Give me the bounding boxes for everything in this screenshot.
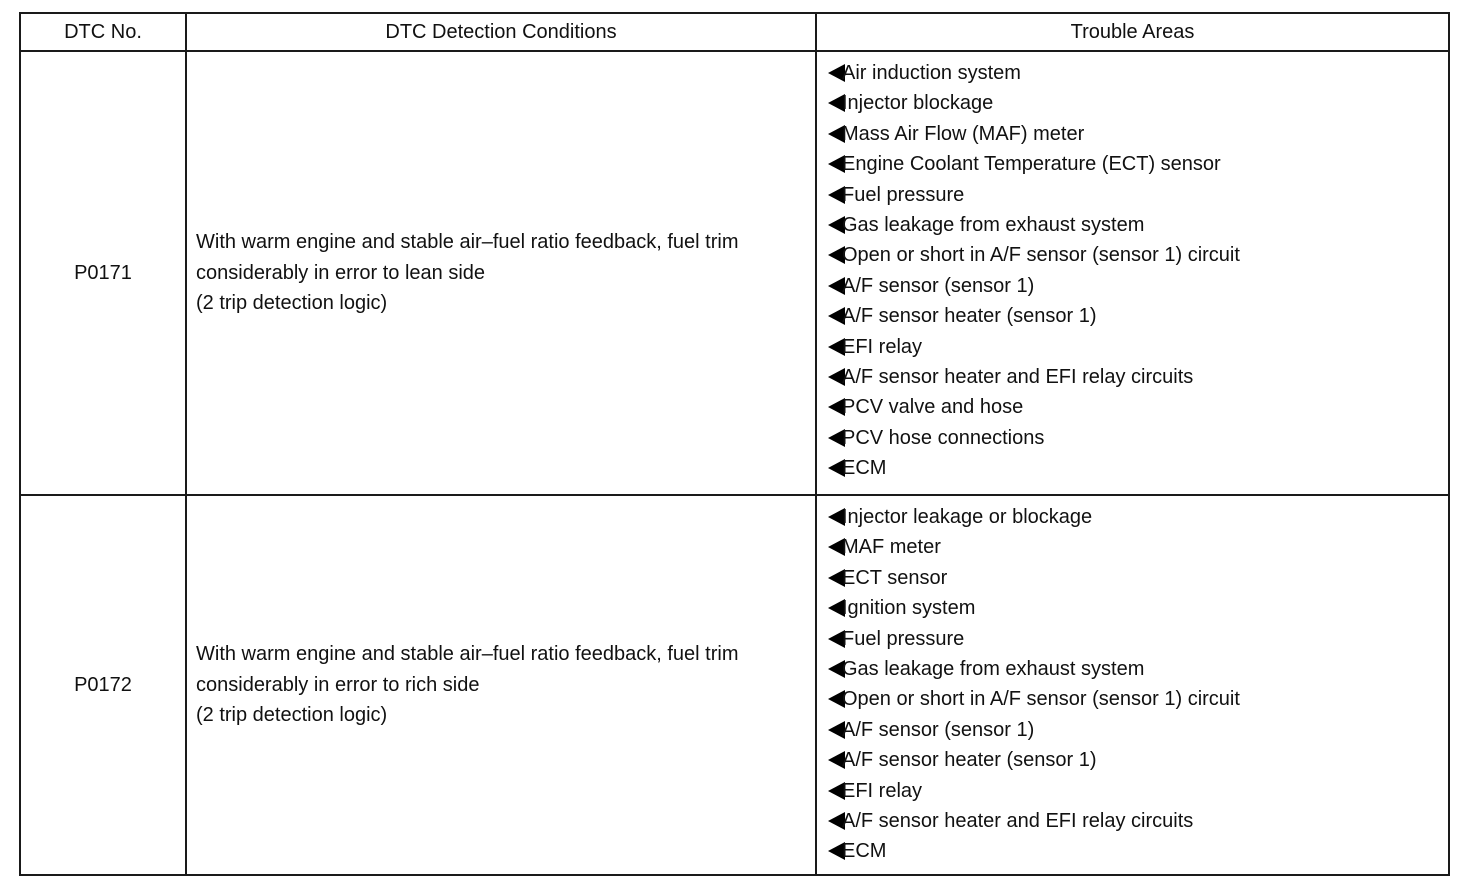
trouble-area-item (828, 240, 1448, 270)
table-header (20, 13, 1449, 51)
trouble-area-label: Fuel pressure (842, 183, 965, 206)
trouble-area-label: ECM (842, 840, 887, 863)
trouble-area-item (828, 119, 1448, 149)
trouble-area-item (828, 210, 1448, 240)
condition-line: considerably in error to lean side (196, 261, 486, 284)
condition-line: considerably in error to rich side (196, 673, 480, 696)
trouble-area-label: Fuel pressure (842, 627, 965, 650)
trouble-area-list (828, 58, 1448, 484)
trouble-area-label: Open or short in A/F sensor (sensor 1) circuit (842, 688, 1240, 711)
trouble-area-item (828, 301, 1448, 331)
dtc-code: P0171 (20, 51, 186, 495)
trouble-area-item (828, 180, 1448, 210)
detection-conditions (186, 51, 816, 495)
trouble-area-item (828, 593, 1448, 623)
trouble-area-item (828, 715, 1448, 745)
trouble-area-label: A/F sensor (sensor 1) (842, 274, 1035, 297)
trouble-area-item (828, 332, 1448, 362)
condition-line: With warm engine and stable air–fuel ratio feedback, fuel trim (196, 231, 739, 254)
trouble-area-item (828, 532, 1448, 562)
trouble-area-label: A/F sensor heater (sensor 1) (842, 749, 1097, 772)
trouble-area-item (828, 271, 1448, 301)
table-body (20, 51, 1449, 875)
trouble-area-item (828, 149, 1448, 179)
trouble-area-label: PCV valve and hose (842, 396, 1024, 419)
header-detection-conditions: DTC Detection Conditions (186, 13, 816, 51)
trouble-area-item (828, 836, 1448, 866)
trouble-area-label: PCV hose connections (842, 426, 1045, 449)
trouble-area-label: A/F sensor heater and EFI relay circuits (842, 366, 1194, 389)
trouble-area-label: A/F sensor (sensor 1) (842, 718, 1035, 741)
dtc-table (19, 12, 1450, 876)
trouble-area-item (828, 58, 1448, 88)
trouble-area-item (828, 392, 1448, 422)
trouble-area-label: Open or short in A/F sensor (sensor 1) circuit (842, 244, 1240, 267)
trouble-area-item (828, 654, 1448, 684)
header-dtc-no: DTC No. (20, 13, 186, 51)
trouble-area-label: ECM (842, 457, 887, 480)
table-row (20, 51, 1449, 495)
trouble-area-label: Engine Coolant Temperature (ECT) sensor (842, 153, 1221, 176)
trouble-area-label: Gas leakage from exhaust system (842, 214, 1145, 237)
trouble-area-label: Air induction system (842, 62, 1021, 84)
trouble-area-label: Injector blockage (842, 92, 994, 115)
detection-conditions (186, 495, 816, 875)
trouble-area-label: EFI relay (842, 779, 923, 802)
trouble-area-item (828, 362, 1448, 392)
trouble-area-label: ECT sensor (842, 566, 948, 589)
header-row (20, 13, 1449, 51)
dtc-code: P0172 (20, 495, 186, 875)
trouble-area-label: Mass Air Flow (MAF) meter (842, 122, 1085, 145)
trouble-area-item (828, 88, 1448, 118)
trouble-area-label: MAF meter (842, 536, 941, 559)
trouble-area-list (828, 502, 1448, 867)
trouble-areas (816, 51, 1449, 495)
condition-line: (2 trip detection logic) (196, 292, 388, 315)
trouble-area-item (828, 502, 1448, 532)
table-row (20, 495, 1449, 875)
trouble-area-label: Gas leakage from exhaust system (842, 658, 1145, 681)
trouble-areas (816, 495, 1449, 875)
trouble-area-item (828, 624, 1448, 654)
trouble-area-label: EFI relay (842, 335, 923, 358)
trouble-area-item (828, 453, 1448, 483)
trouble-area-item (828, 423, 1448, 453)
condition-line: With warm engine and stable air–fuel ratio feedback, fuel trim (196, 643, 739, 666)
trouble-area-label: Injector leakage or blockage (842, 506, 1093, 528)
trouble-area-item (828, 806, 1448, 836)
trouble-area-label: Ignition system (842, 597, 976, 620)
trouble-area-label: A/F sensor heater and EFI relay circuits (842, 810, 1194, 833)
trouble-area-item (828, 684, 1448, 714)
trouble-area-item (828, 745, 1448, 775)
trouble-area-item (828, 563, 1448, 593)
header-trouble-areas: Trouble Areas (816, 13, 1449, 51)
trouble-area-label: A/F sensor heater (sensor 1) (842, 305, 1097, 328)
condition-line: (2 trip detection logic) (196, 704, 388, 727)
trouble-area-item (828, 776, 1448, 806)
